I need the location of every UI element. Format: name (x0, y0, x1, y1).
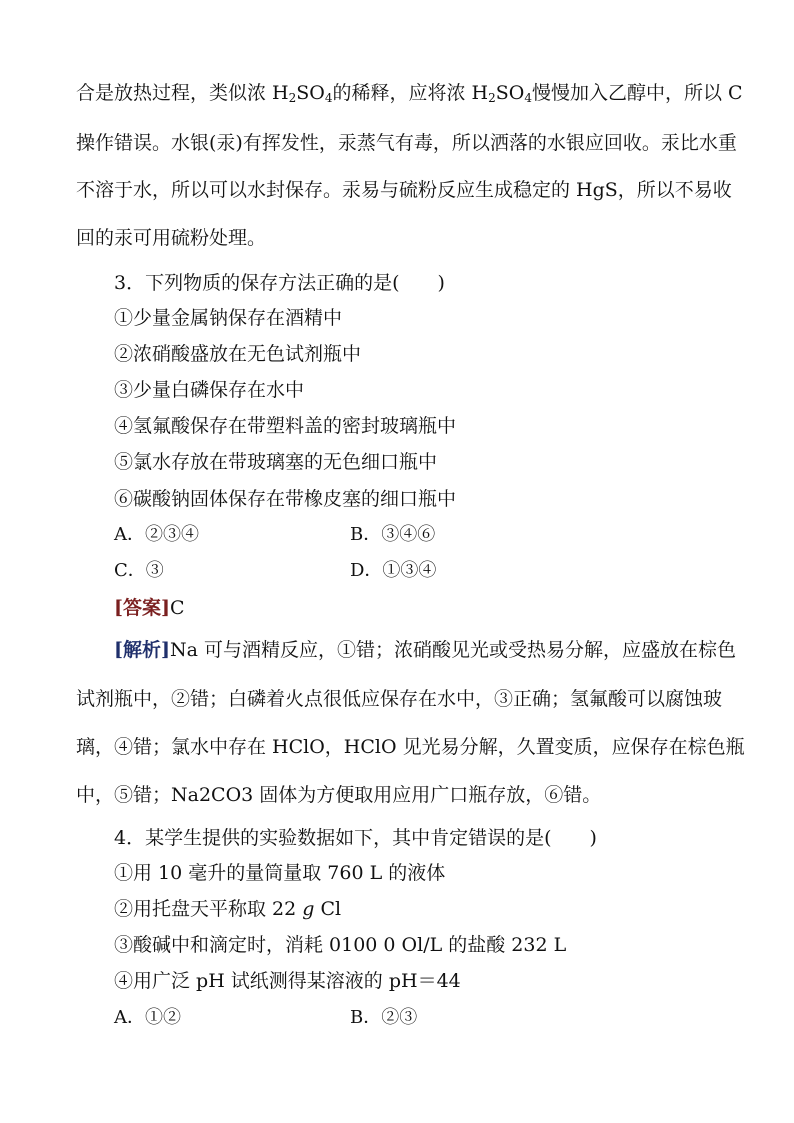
question-4-option-a: A．①② (114, 1007, 181, 1028)
question-4-option-b: B．②③ (350, 1007, 418, 1028)
question-3-option-d: D．①③④ (350, 560, 437, 581)
text-run: ②用托盘天平称取 22 (114, 898, 303, 920)
text-run: 慢慢加入乙醇中，所以 C (531, 82, 743, 104)
question-4-stem: 4．某学生提供的实验数据如下，其中肯定错误的是( ) (114, 827, 597, 849)
question-3-option-a: A．②③④ (114, 524, 199, 545)
question-4-item-4: ④用广泛 pH 试纸测得某溶液的 pH＝44 (114, 970, 461, 992)
question-3-option-c: C．③ (114, 560, 164, 581)
question-3-item-5: ⑤氯水存放在带玻璃塞的无色细口瓶中 (114, 451, 438, 473)
text-run: SO (495, 82, 525, 104)
question-3-option-b: B．③④⑥ (350, 524, 436, 545)
question-4-item-1: ①用 10 毫升的量筒量取 760 L 的液体 (114, 862, 446, 884)
question-4-item-2 (114, 896, 764, 922)
paragraph-line-4: 回的汞可用硫粉处理。 (76, 227, 267, 249)
answer-label: [答案] (114, 597, 170, 619)
analysis-line-3: 璃，④错；氯水中存在 HClO，HClO 见光易分解，久置变质，应保存在棕色瓶 (76, 736, 745, 758)
question-3-item-3: ③少量白磷保存在水中 (114, 379, 305, 401)
question-3-item-1: ①少量金属钠保存在酒精中 (114, 307, 343, 329)
italic-unit: g (302, 898, 315, 920)
paragraph-line-3: 不溶于水，所以可以水封保存。汞易与硫粉反应生成稳定的 HgS，所以不易收 (76, 179, 732, 201)
paragraph-line-1 (76, 80, 743, 106)
question-3-item-6: ⑥碳酸钠固体保存在带橡皮塞的细口瓶中 (114, 488, 457, 510)
text-run: 的稀释，应将浓 H (332, 82, 489, 104)
question-3-stem: 3．下列物质的保存方法正确的是( ) (114, 272, 445, 294)
analysis-line-4: 中，⑤错；Na2CO3 固体为方便取用应用广口瓶存放，⑥错。 (76, 784, 602, 806)
subscript: 2 (488, 91, 496, 105)
text-run: SO (296, 82, 325, 104)
analysis-label: [解析] (114, 639, 170, 661)
analysis-line-2: 试剂瓶中，②错；白磷着火点很低应保存在水中，③正确；氢氟酸可以腐蚀玻 (76, 688, 723, 710)
subscript: 4 (524, 91, 532, 105)
paragraph-line-2: 操作错误。水银(汞)有挥发性，汞蒸气有毒，所以洒落的水银应回收。汞比水重 (76, 132, 737, 154)
question-3-answer (114, 595, 764, 621)
analysis-line-1 (114, 637, 764, 663)
answer-value: C (169, 597, 185, 619)
question-3-item-4: ④氢氟酸保存在带塑料盖的密封玻璃瓶中 (114, 415, 457, 437)
question-4-item-3: ③酸碱中和滴定时，消耗 0100 0 Ol/L 的盐酸 232 L (114, 934, 567, 956)
text-run: Na 可与酒精反应，①错；浓硝酸见光或受热易分解，应盛放在棕色 (169, 639, 736, 661)
text-run: 合是放热过程，类似浓 H (76, 82, 289, 104)
subscript: 4 (324, 91, 333, 105)
text-run: Cl (314, 898, 342, 920)
subscript: 2 (288, 91, 297, 105)
question-3-item-2: ②浓硝酸盛放在无色试剂瓶中 (114, 343, 362, 365)
